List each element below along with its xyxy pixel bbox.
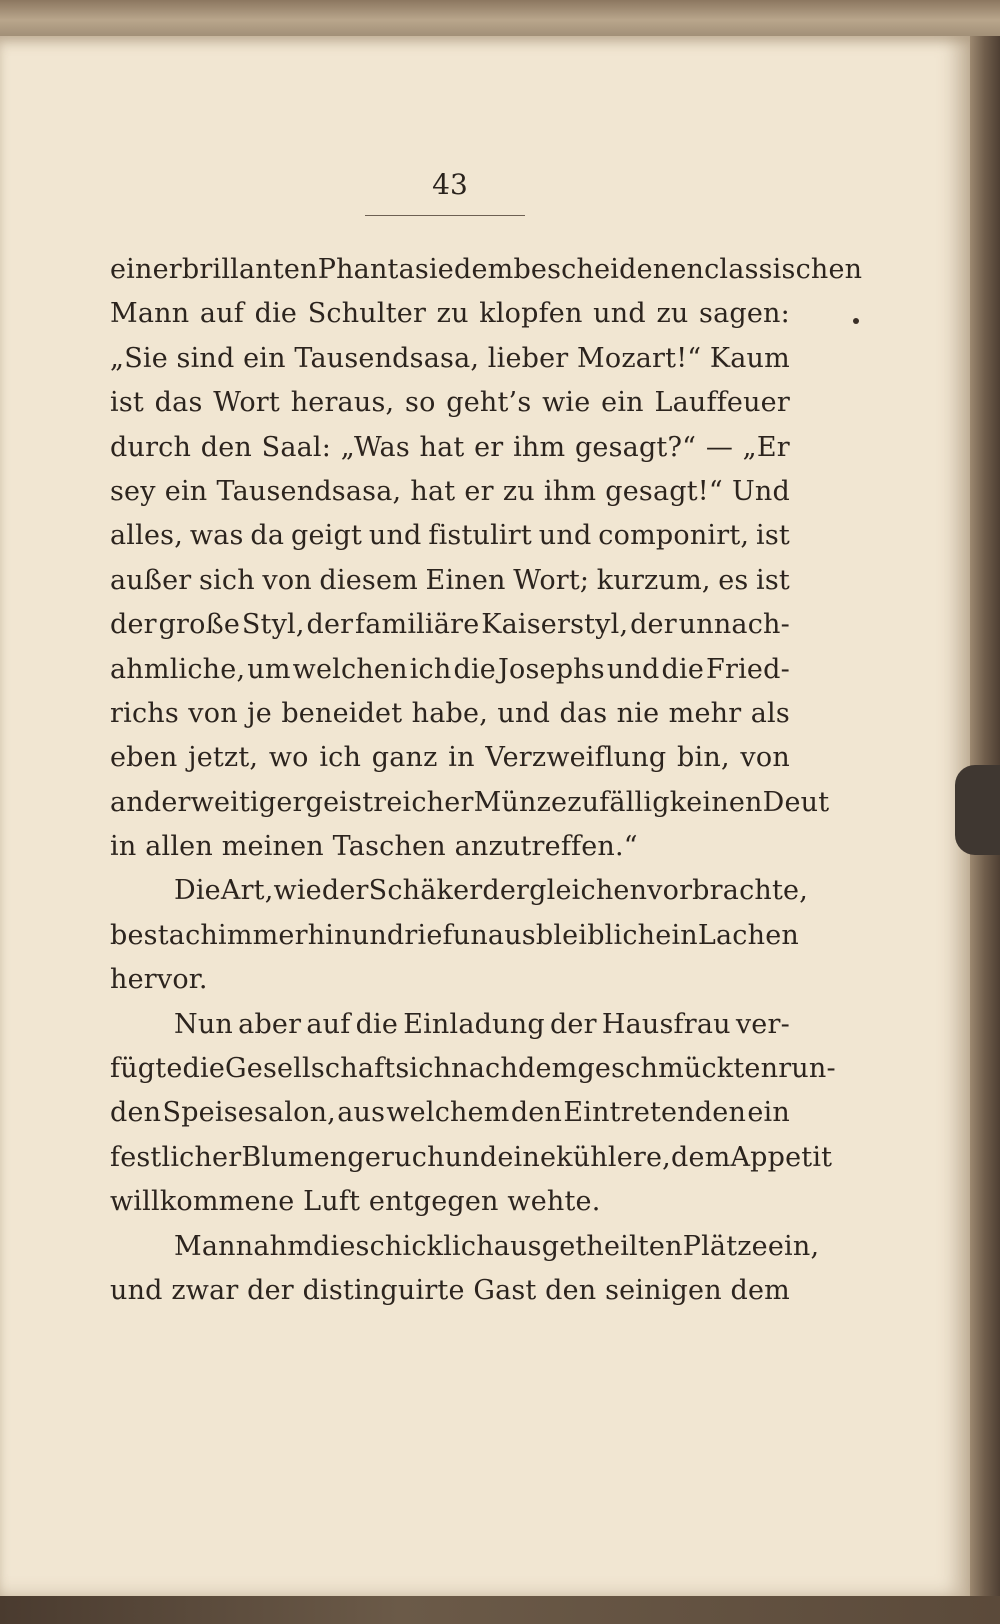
text-line: eben jetzt, wo ich ganz in Verzweiflung bin, von — [110, 742, 790, 774]
text-line: willkommene Luft entgegen wehte. — [110, 1186, 601, 1218]
text-line: alles, was da geigt und fistulirt und componirt, ist — [110, 520, 790, 552]
page-number: 43 — [432, 168, 468, 201]
book-top-edge — [0, 0, 1000, 40]
header-rule — [365, 215, 525, 216]
text-line: einer brillanten Phantasie dem bescheidenen classischen — [110, 254, 863, 285]
text-line: durch den Saal: „Was hat er ihm gesagt?“ — „Er — [110, 431, 790, 463]
text-line: ahmliche, um welchen ich die Josephs und die Fried- — [110, 653, 790, 685]
text-line: Nun aber auf die Einladung der Hausfrau ver- — [174, 1008, 790, 1040]
ink-speck — [853, 318, 859, 324]
text-line: fügte die Gesellschaft sich nach dem geschmückten run- — [110, 1053, 836, 1085]
text-line: festlicher Blumengeruch und eine kühlere, dem Appetit — [110, 1141, 833, 1173]
text-line: außer sich von diesem Einen Wort; kurzum, es ist — [110, 564, 790, 596]
text-line: ist das Wort heraus, so geht’s wie ein Lauffeuer — [110, 387, 790, 419]
text-line: der große Styl, der familiäre Kaiserstyl, der unnach- — [110, 609, 790, 641]
text-line: in allen meinen Taschen anzutreffen.“ — [110, 831, 638, 863]
text-line: den Speisesalon, aus welchem den Eintretenden ein — [110, 1097, 790, 1129]
body-text — [110, 248, 863, 1313]
text-line: und zwar der distinguirte Gast den seinigen dem — [110, 1274, 790, 1306]
text-line: richs von je beneidet habe, und das nie mehr als — [110, 697, 790, 729]
text-line: „Sie sind ein Tausendsasa, lieber Mozart!“ Kaum — [110, 342, 790, 374]
text-line: Man nahm die schicklich ausgetheilten Plätze ein, — [174, 1230, 820, 1262]
text-line: bestach immerhin und rief unausbleiblich ein Lachen — [110, 919, 799, 951]
text-line: Mann auf die Schulter zu klopfen und zu sagen: — [110, 298, 790, 330]
text-line: Die Art, wie der Schäker dergleichen vorbrachte, — [174, 875, 808, 907]
text-line: anderweitiger geistreicher Münze zufällig keinen Deut — [110, 786, 830, 818]
text-line: sey ein Tausendsasa, hat er zu ihm gesagt!“ Und — [110, 475, 790, 507]
bookmark-tab — [955, 765, 1000, 855]
text-line: hervor. — [110, 964, 208, 996]
